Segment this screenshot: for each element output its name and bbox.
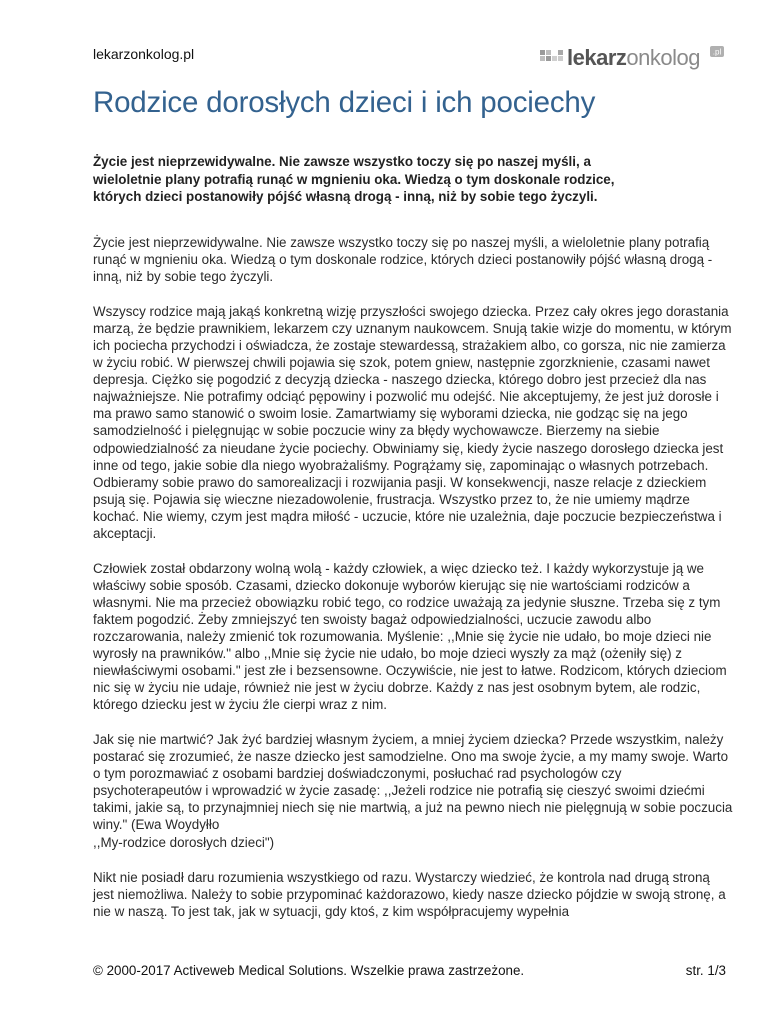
svg-text:lekarzonkolog bbox=[567, 45, 700, 70]
paragraph: Nikt nie posiadł daru rozumienia wszystkiego od razu. Wystarczy wiedzieć, że kontrola nad drugą stroną jest niemożliwa. Należy to sobie przypominać każdorazowo, kiedy nasze dziecko pójdzie w swoją stronę, a nie w naszą. To jest tak, jak w sytuacji, gdy ktoś, z kim współpracujemy wypełnia bbox=[93, 869, 726, 919]
article-lead: Życie jest nieprzewidywalne. Nie zawsze wszystko toczy się po naszej myśli, a wieloletnie plany potrafią runąć w mgnieniu oka. Wiedzą o tym doskonale rodzice, których dzieci postanowiły pójść własną drogą - inną, niż by sobie tego życzyli. bbox=[93, 154, 615, 204]
site-url: lekarzonkolog.pl bbox=[93, 46, 195, 62]
lekarzonkolog-logo bbox=[538, 41, 728, 75]
paragraph: Wszyscy rodzice mają jakąś konkretną wizję przyszłości swojego dziecka. Przez cały okres jego dorastania marzą, że będzie prawnikiem, lekarzem czy uznanym naukowcem. Snują takie wizje do momentu, w którym ich pociecha przychodzi i oświadcza, że zostaje stewardessą, strażakiem albo, co gorsza, nic nie zamierza w życiu robić. W pierwszej chwili pojawia się szok, potem gniew, następnie zgorzknienie, czasami nawet depresja. Ciężko się pogodzić z decyzją dziecka - naszego dziecka, którego dobro jest przecież dla nas najważniejsze. Nie potrafimy odciąć pępowiny i pozwolić mu odejść. Nie akceptujemy, że jest już dorosłe i ma prawo samo stanowić o swoim losie. Zamartwiamy się wyborami dziecka, nie godząc się na jego samodzielność i pielęgnując w sobie poczucie winy za błędy wychowawcze. Bierzemy na siebie odpowiedzialność za nieudane życie pociechy. Obwiniamy się, kiedy życie naszego dorosłego dziecka jest inne od tego, jakie sobie dla niego wyobrażaliśmy. Pogrążamy się, zapominając o własnych potrzebach. Odbieramy sobie prawo do samorealizacji i rozwijania pasji. W konsekwencji, nasze relacje z dzieckiem psują się. Pojawia się wieczne niezadowolenie, frustracja. Wszystko przez to, że nie umiemy mądrze kochać. Nie wiemy, czym jest mądra miłość - uczucie, które nie uzależnia, daje poczucie bezpieczeństwa i akceptacji. bbox=[93, 304, 732, 541]
logo-dots-icon bbox=[540, 50, 563, 61]
page-number: str. 1/3 bbox=[685, 963, 726, 978]
logo-suffix: .pl bbox=[712, 47, 722, 57]
logo-text-bold: lekarz bbox=[567, 45, 627, 70]
footer-copyright: © 2000-2017 Activeweb Medical Solutions. Wszelkie prawa zastrzeżone. bbox=[93, 963, 525, 978]
page-title: Rodzice dorosłych dzieci i ich pociechy bbox=[93, 86, 596, 119]
paragraph: Człowiek został obdarzony wolną wolą - każdy człowiek, a więc dziecko też. I każdy wykorzystuje ją we właściwy sobie sposób. Czasami, dziecko dokonuje wyborów kierując się nie wartościami rodziców a własnymi. Nie ma przecież obowiązku robić tego, co rodzice uważają za jedynie słuszne. Trzeba się z tym faktem pogodzić. Żeby zmniejszyć ten swoisty bagaż odpowiedzialności, uczucie zawodu albo rozczarowania, należy zmienić tok rozumowania. Myślenie: ,,Mnie się życie nie udało, bo moje dzieci nie wyrosły na prawników." albo ,,Mnie się życie nie udało, bo moje dzieci wyszły za mąż (ożeniły się) z niewłaściwymi osobami." jest złe i bezsensowne. Oczywiście, nie jest to łatwe. Rodzicom, których dzieciom nic się w życiu nie udaje, również nie jest w życiu dobrze. Każdy z nas jest osobnym bytem, ale rodzic, którego dziecku jest w życiu źle cierpi wraz z nim. bbox=[93, 560, 727, 713]
paragraph: Jak się nie martwić? Jak żyć bardziej własnym życiem, a mniej życiem dziecka? Przede wszystkim, należy postarać się zrozumieć, że nasze dziecko jest samodzielne. Ono ma swoje życie, a my mamy swoje. Warto o tym porozmawiać z osobami bardziej doświadczonymi, posłuchać rad psychologów czy psychoterapeutów i wprowadzić w życie zasadę: ,,Jeżeli rodzice nie potrafią się cieszyć swoimi dziećmi takimi, jakie są, to przynajmniej niech się nie martwią, a już na pewno niech nie pielęgnują w sobie poczucia winy." (Ewa Woydyłło ,,My-rodzice dorosłych dzieci") bbox=[93, 732, 733, 850]
paragraph: Życie jest nieprzewidywalne. Nie zawsze wszystko toczy się po naszej myśli, a wieloletnie plany potrafią runąć w mgnieniu oka. Wiedzą o tym doskonale rodzice, których dzieci postanowiły pójść własną drogą - inną, niż by sobie tego życzyli. bbox=[93, 235, 713, 285]
logo-text-light: onkolog bbox=[626, 45, 700, 70]
article-body bbox=[93, 234, 733, 938]
